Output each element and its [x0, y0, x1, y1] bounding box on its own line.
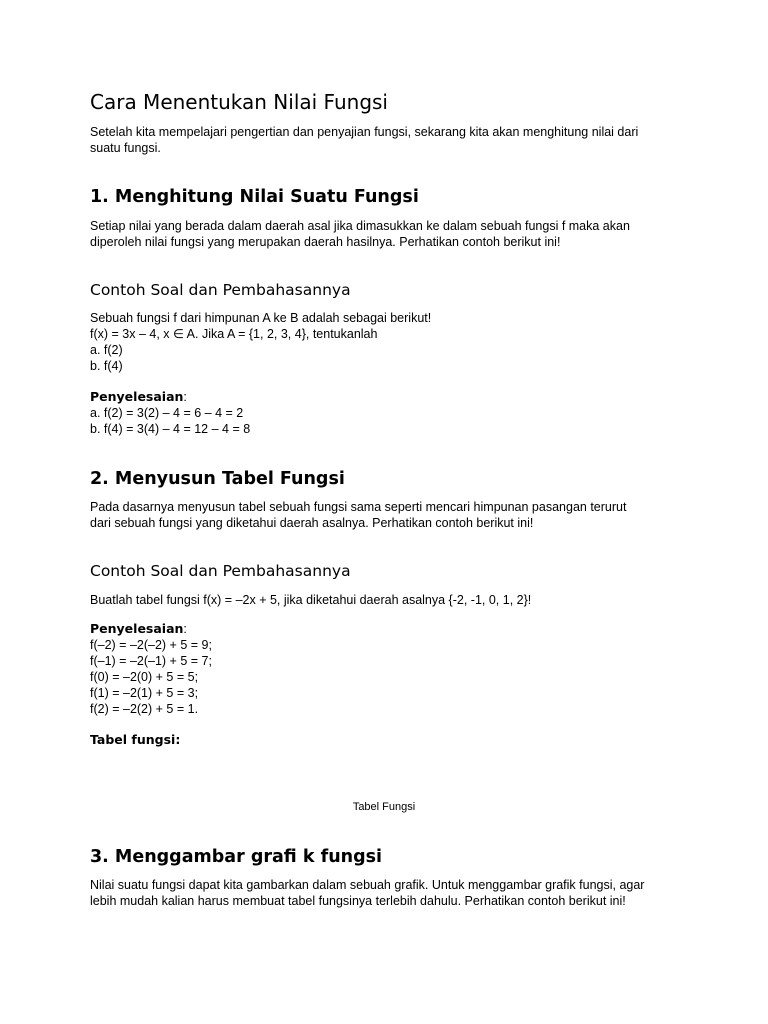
solution-line: f(–1) = –2(–1) + 5 = 7; — [90, 654, 212, 668]
section1-solution — [90, 389, 690, 437]
paragraph-line: lebih mudah kalian harus membuat tabel fungsinya terlebih dahulu. Perhatikan contoh berikut ini! — [90, 894, 626, 908]
solution-label: Penyelesaian — [90, 389, 184, 404]
section2-example-heading: Contoh Soal dan Pembahasannya — [90, 562, 351, 580]
paragraph-line: dari sebuah fungsi yang diketahui daerah asalnya. Perhatikan contoh berikut ini! — [90, 516, 534, 530]
section3-paragraph — [90, 877, 690, 909]
table-label-text: Tabel fungsi: — [90, 732, 181, 747]
solution-colon: : — [183, 622, 187, 636]
page-title: Cara Menentukan Nilai Fungsi — [90, 90, 388, 114]
section2-solution — [90, 621, 690, 717]
section1-problem — [90, 310, 690, 374]
solution-label: Penyelesaian — [90, 621, 184, 636]
solution-line: b. f(4) = 3(4) – 4 = 12 – 4 = 8 — [90, 422, 251, 436]
solution-line: f(0) = –2(0) + 5 = 5; — [90, 670, 199, 684]
solution-line: f(2) = –2(2) + 5 = 1. — [90, 702, 199, 716]
section2-paragraph — [90, 499, 690, 531]
intro-line: Setelah kita mempelajari pengertian dan penyajian fungsi, sekarang kita akan menghitung nilai dari — [90, 125, 639, 139]
section1-heading: 1. Menghitung Nilai Suatu Fungsi — [90, 187, 419, 207]
intro-paragraph — [90, 124, 690, 156]
problem-line: a. f(2) — [90, 343, 123, 357]
section1-example-heading: Contoh Soal dan Pembahasannya — [90, 281, 351, 299]
problem-line: b. f(4) — [90, 359, 123, 373]
problem-line: Sebuah fungsi f dari himpunan A ke B adalah sebagai berikut! — [90, 311, 432, 325]
section2-heading: 2. Menyusun Tabel Fungsi — [90, 469, 345, 489]
paragraph-line: Nilai suatu fungsi dapat kita gambarkan dalam sebuah grafik. Untuk menggambar grafik fungsi, agar — [90, 878, 645, 892]
solution-line: f(1) = –2(1) + 5 = 3; — [90, 686, 199, 700]
solution-label-line — [90, 621, 690, 637]
solution-colon: : — [183, 390, 187, 404]
table-caption: Tabel Fungsi — [352, 801, 416, 813]
solution-line: f(–2) = –2(–2) + 5 = 9; — [90, 638, 212, 652]
intro-line: suatu fungsi. — [90, 141, 161, 155]
solution-line: a. f(2) = 3(2) – 4 = 6 – 4 = 2 — [90, 406, 244, 420]
table-label — [90, 732, 690, 748]
section3-heading: 3. Menggambar grafi k fungsi — [90, 847, 383, 867]
solution-label-line — [90, 389, 690, 405]
paragraph-line: Pada dasarnya menyusun tabel sebuah fungsi sama seperti mencari himpunan pasangan terurut — [90, 500, 627, 514]
section1-paragraph — [90, 218, 690, 250]
section2-problem: Buatlah tabel fungsi f(x) = –2x + 5, jika diketahui daerah asalnya {-2, -1, 0, 1, 2}! — [90, 593, 532, 607]
paragraph-line: diperoleh nilai fungsi yang merupakan daerah hasilnya. Perhatikan contoh berikut ini! — [90, 235, 561, 249]
problem-line: f(x) = 3x – 4, x ∈ A. Jika A = {1, 2, 3, 4}, tentukanlah — [90, 327, 378, 341]
paragraph-line: Setiap nilai yang berada dalam daerah asal jika dimasukkan ke dalam sebuah fungsi f maka akan — [90, 219, 630, 233]
